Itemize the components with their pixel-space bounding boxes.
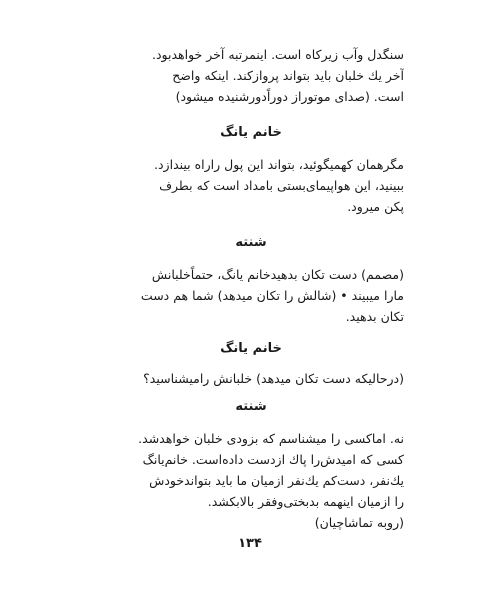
paragraph-line: است. (صدای موتوراز دوراًدورشنیده میشود) bbox=[175, 89, 404, 104]
paragraph-line: مگرهمان کهمیگوئید، بتواند این پول راراه بیندازد. bbox=[154, 157, 404, 172]
speaker-heading-1: خانم یانگ bbox=[220, 125, 282, 140]
speaker-heading-2: شنته bbox=[235, 235, 267, 250]
paragraph-line: یك‌نفر، دست‌کم یك‌نفر ازمیان ما باید بتواندخودش bbox=[149, 473, 404, 488]
paragraph-line: را ازمیان اینهمه بدبختی‌وفقر بالابکشد. bbox=[207, 494, 404, 509]
paragraph-5 bbox=[98, 428, 404, 533]
paragraph-line: ببینید، این هواپیمای‌بستی بامداد است که بطرف bbox=[159, 178, 404, 193]
paragraph-1 bbox=[98, 44, 404, 107]
paragraph-line: سنگدل وآب زیرکاه است. اینمرتبه آخر خواهدبود. bbox=[151, 47, 404, 62]
paragraph-line: کسی که امیدش‌را پاك ازدست داده‌است. خانم‌یانگ bbox=[142, 452, 404, 467]
paragraph-line: نه. اماکسی را میشناسم که بزودی خلبان خواهدشد. bbox=[138, 431, 404, 446]
paragraph-line: (درحالیکه دست تکان میدهد) خلبانش رامیشناسید؟ bbox=[143, 371, 404, 386]
paragraph-line: (مصمم) دست تکان بدهیدخانم یانگ، حتماًخلبانش bbox=[151, 267, 404, 282]
paragraph-3 bbox=[98, 264, 404, 327]
speaker-heading-3: خانم یانگ bbox=[220, 341, 282, 356]
paragraph-line: مارا میبیند • (شالش را تکان میدهد) شما هم دست bbox=[140, 288, 404, 303]
page-number: ۱۳۴ bbox=[238, 536, 262, 551]
paragraph-4 bbox=[98, 368, 404, 389]
paragraph-2 bbox=[98, 154, 404, 217]
paragraph-line: تکان بدهید. bbox=[345, 309, 404, 324]
paragraph-line: پکن میرود. bbox=[347, 199, 404, 214]
paragraph-line: (روبه تماشاچیان) bbox=[314, 515, 404, 530]
speaker-heading-4: شنته bbox=[235, 399, 267, 414]
paragraph-line: آخر یك خلبان باید بتواند پروازکند. اینکه واضح bbox=[172, 68, 404, 83]
